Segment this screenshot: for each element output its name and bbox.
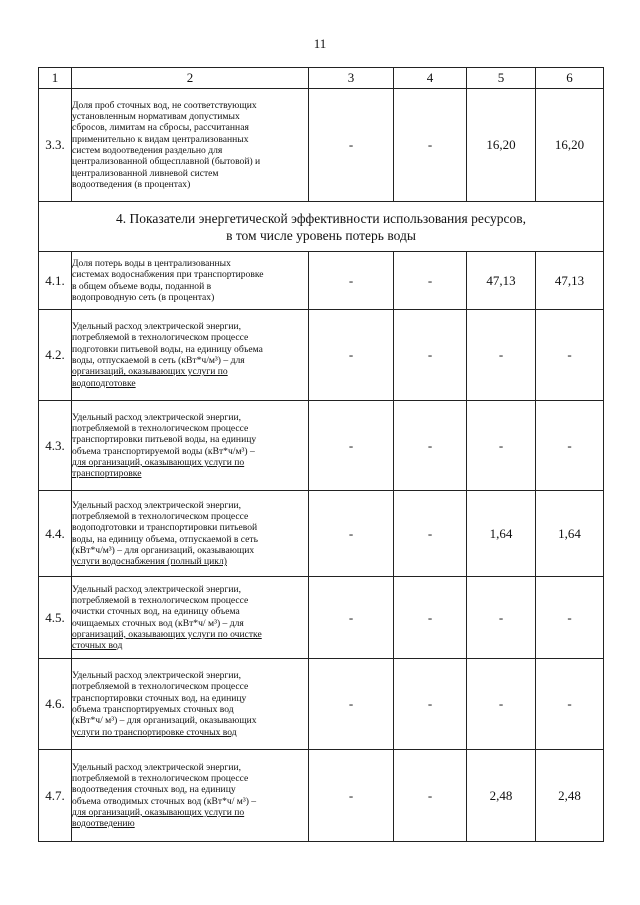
value-col-6: 16,20 <box>536 89 604 202</box>
value-col-3: - <box>309 310 394 401</box>
value-col-5: - <box>467 310 536 401</box>
table-row <box>39 750 604 842</box>
description-line: Удельный расход электрической энергии, <box>72 670 242 682</box>
row-number: 4.1. <box>39 252 72 310</box>
table-row <box>39 252 604 310</box>
description-line: водоподготовке <box>72 377 136 389</box>
description-line: организаций, оказывающих услуги по <box>72 366 228 378</box>
value-col-3: - <box>309 491 394 577</box>
row-number: 4.7. <box>39 750 72 842</box>
table-row <box>39 577 604 659</box>
value-col-4: - <box>394 401 467 491</box>
value-col-3: - <box>309 401 394 491</box>
description-line: объема транспортируемых сточных вод <box>72 704 234 715</box>
description-line: Удельный расход электрической энергии, <box>72 321 242 333</box>
description-line: для организаций, оказывающих услуги по <box>72 806 245 818</box>
description-line: очистки сточных вод, на единицу объема <box>72 606 240 618</box>
description-line: объема транспортируемой воды (кВт*ч/м³) – <box>72 445 255 457</box>
value-col-4: - <box>394 750 467 842</box>
description-line: Удельный расход электрической энергии, <box>72 411 242 423</box>
value-col-5: 2,48 <box>467 750 536 842</box>
indicator-description <box>72 491 309 577</box>
description-line: услуги по транспортировке сточных вод <box>72 726 237 738</box>
section-row <box>39 202 604 252</box>
value-col-4: - <box>394 577 467 659</box>
value-col-3: - <box>309 750 394 842</box>
description-line: системах водоснабжения при транспортировке <box>72 269 264 281</box>
section-title <box>39 202 604 252</box>
page-number: 11 <box>313 36 327 51</box>
column-header-1: 1 <box>39 68 72 89</box>
description-line: потребляемой в технологическом процессе <box>72 422 249 434</box>
row-number: 3.3. <box>39 89 72 202</box>
description-line: транспортировки сточных вод, на единицу <box>72 692 247 704</box>
row-number: 4.2. <box>39 310 72 401</box>
description-line: Доля проб сточных вод, не соответствующих <box>72 99 257 111</box>
description-line: очищаемых сточных вод (кВт*ч/ м³) – для <box>72 617 244 629</box>
value-col-6: - <box>536 659 604 750</box>
description-line: централизованной общесплавной (бытовой) и <box>72 156 261 168</box>
description-line: применительно к видам централизованных <box>72 133 249 145</box>
description-line: водоотведения (в процентах) <box>72 178 191 190</box>
column-header-5: 5 <box>467 68 536 89</box>
value-col-4: - <box>394 310 467 401</box>
description-line: транспортировке <box>72 468 142 480</box>
value-col-5: 47,13 <box>467 252 536 310</box>
column-header-4: 4 <box>394 68 467 89</box>
value-col-6: 2,48 <box>536 750 604 842</box>
row-number: 4.6. <box>39 659 72 750</box>
description-line: (кВт*ч/ м³) – для организаций, оказывающих <box>72 715 257 727</box>
indicator-description <box>72 89 309 202</box>
value-col-5: - <box>467 401 536 491</box>
description-line: сточных вод <box>72 640 123 652</box>
indicators-table <box>38 67 604 842</box>
description-line: Удельный расход электрической энергии, <box>72 499 242 511</box>
description-line: организаций, оказывающих услуги по очистке <box>72 628 262 640</box>
description-line: Удельный расход электрической энергии, <box>72 583 242 595</box>
value-col-6: 1,64 <box>536 491 604 577</box>
description-line: потребляемой в технологическом процессе <box>72 510 249 522</box>
value-col-4: - <box>394 659 467 750</box>
column-header-6: 6 <box>536 68 604 89</box>
indicator-description <box>72 252 309 310</box>
value-col-4: - <box>394 491 467 577</box>
description-line: Удельный расход электрической энергии, <box>72 761 242 773</box>
description-line: централизованной ливневой систем <box>72 167 219 179</box>
value-col-6: 47,13 <box>536 252 604 310</box>
description-line: водопроводную сеть (в процентах) <box>72 291 215 303</box>
description-line: в общем объеме воды, поданной в <box>72 280 212 292</box>
description-line: потребляемой в технологическом процессе <box>72 332 249 344</box>
description-line: объема отводимых сточных вод (кВт*ч/ м³) – <box>72 795 257 807</box>
description-line: воды, на единицу объема, отпускаемой в сеть <box>72 533 258 545</box>
description-line: (кВт*ч/м³) – для организаций, оказывающих <box>72 544 255 556</box>
value-col-6: - <box>536 577 604 659</box>
description-line: подготовки питьевой воды, на единицу объема <box>72 343 263 355</box>
row-number: 4.4. <box>39 491 72 577</box>
table-row <box>39 89 604 202</box>
indicator-description <box>72 750 309 842</box>
description-line: потребляемой в технологическом процессе <box>72 772 249 784</box>
table-row <box>39 310 604 401</box>
description-line: водоотведения сточных вод, на единицу <box>72 784 236 796</box>
table-row <box>39 401 604 491</box>
row-number: 4.3. <box>39 401 72 491</box>
indicator-description <box>72 659 309 750</box>
value-col-3: - <box>309 252 394 310</box>
value-col-5: 16,20 <box>467 89 536 202</box>
description-line: установленным нормативам допустимых <box>72 111 240 123</box>
description-line: потребляемой в технологическом процессе <box>72 681 249 693</box>
value-col-4: - <box>394 89 467 202</box>
value-col-5: - <box>467 659 536 750</box>
value-col-4: - <box>394 252 467 310</box>
row-number: 4.5. <box>39 577 72 659</box>
description-line: потребляемой в технологическом процессе <box>72 594 249 606</box>
value-col-5: - <box>467 577 536 659</box>
description-line: Доля потерь воды в централизованных <box>72 257 231 269</box>
table-row <box>39 491 604 577</box>
indicator-description <box>72 577 309 659</box>
description-line: транспортировки питьевой воды, на единицу <box>72 434 257 446</box>
description-line: для организаций, оказывающих услуги по <box>72 456 245 468</box>
value-col-3: - <box>309 659 394 750</box>
value-col-6: - <box>536 401 604 491</box>
description-line: сбросов, лимитам на сбросы, рассчитанная <box>72 122 249 134</box>
value-col-5: 1,64 <box>467 491 536 577</box>
description-line: систем водоотведения раздельно для <box>72 145 223 156</box>
table-row <box>39 659 604 750</box>
indicator-description <box>72 310 309 401</box>
value-col-3: - <box>309 577 394 659</box>
value-col-3: - <box>309 89 394 202</box>
description-line: водоподготовки и транспортировки питьевой <box>72 522 258 534</box>
column-header-2: 2 <box>72 68 309 89</box>
section-title-line: 4. Показатели энергетической эффективности использования ресурсов, <box>116 210 526 226</box>
description-line: водоотведению <box>72 818 135 830</box>
section-title-line: в том числе уровень потерь воды <box>226 227 416 243</box>
table-header-row <box>39 68 604 89</box>
indicator-description <box>72 401 309 491</box>
column-header-3: 3 <box>309 68 394 89</box>
description-line: воды, отпускаемой в сеть (кВт*ч/м³) – для <box>72 355 245 366</box>
description-line: услуги водоснабжения (полный цикл) <box>72 556 227 568</box>
value-col-6: - <box>536 310 604 401</box>
